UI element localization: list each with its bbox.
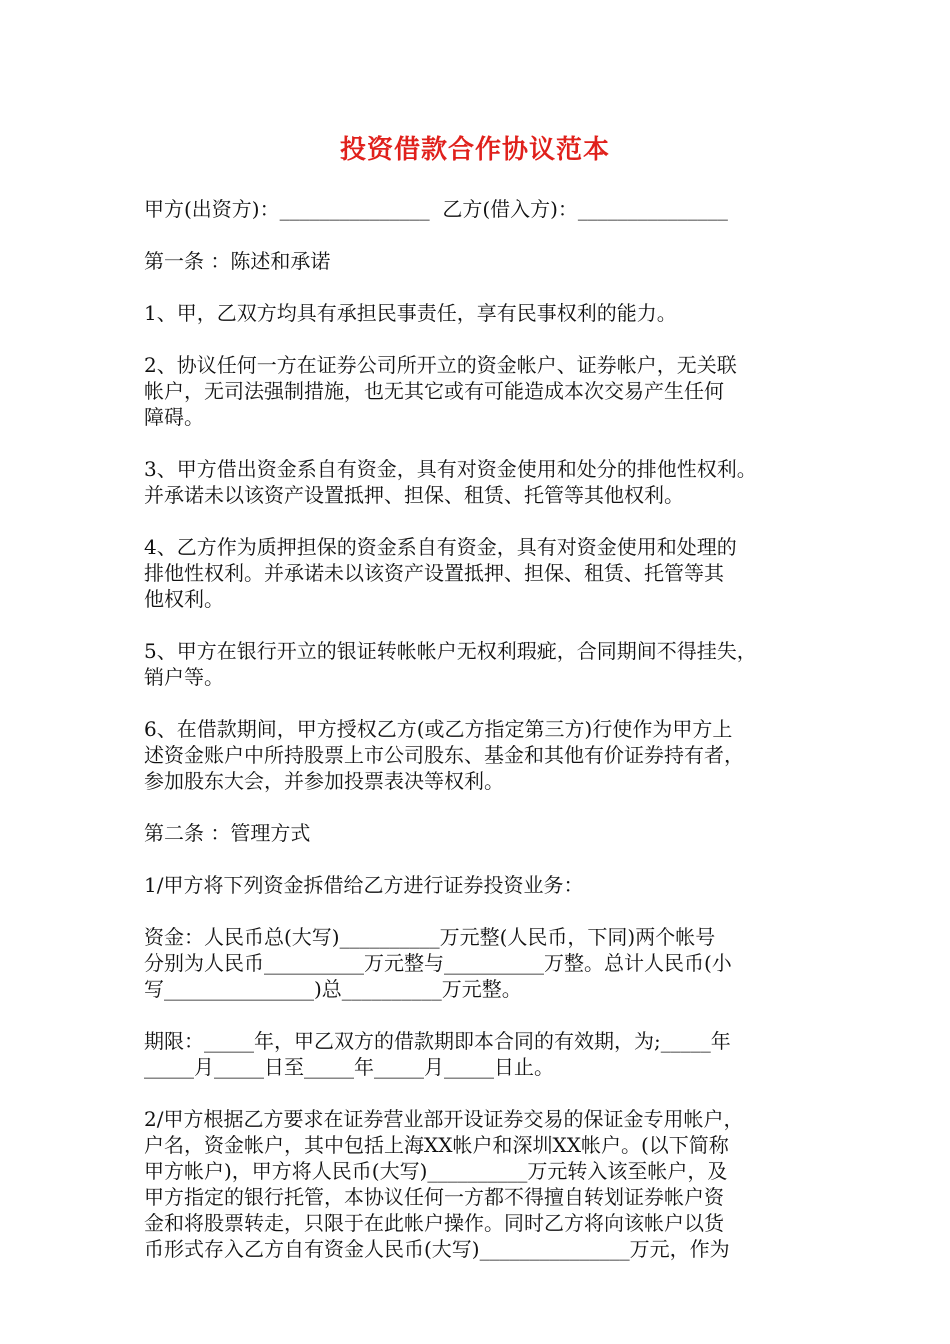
paragraph-line: 5、甲方在银行开立的银证转帐帐户无权利瑕疵，合同期间不得挂失， [144,639,757,663]
paragraph [144,196,830,222]
paragraph-line: 参加股东大会，并参加投票表决等权利。 [144,769,504,793]
paragraph-line: 排他性权利。并承诺未以该资产设置抵押、担保、租赁、托管等其 [144,561,724,585]
paragraph [144,534,830,612]
paragraph-line: 帐户，无司法强制措施，也无其它或有可能造成本次交易产生任何 [144,379,724,403]
paragraph [144,1028,830,1080]
paragraph-line: 甲方(出资方)：_______________ 乙方(借入方)：_______________ [144,197,728,221]
paragraph-line: 甲方帐户)，甲方将人民币(大写)__________万元转入该至帐户，及 [144,1159,728,1183]
paragraph [144,820,830,846]
paragraph [144,300,830,326]
paragraph-line: 述资金账户中所持股票上市公司股东、基金和其他有价证券持有者， [144,743,744,767]
paragraph [144,352,830,430]
paragraph [144,924,830,1002]
paragraph-line: 资金：人民币总(大写)__________万元整(人民币，下同)两个帐号 [144,925,716,949]
paragraph-line: 第一条 ：陈述和承诺 [144,249,331,273]
paragraph-line: 3、甲方借出资金系自有资金，具有对资金使用和处分的排他性权利。 [144,457,757,481]
paragraph-line: 6、在借款期间，甲方授权乙方(或乙方指定第三方)行使作为甲方上 [144,717,733,741]
document-body [144,196,830,1262]
paragraph-line: 币形式存入乙方自有资金人民币(大写)_______________万元，作为 [144,1237,730,1261]
paragraph-line: 分别为人民币__________万元整与__________万整。总计人民币(小 [144,951,732,975]
paragraph-line: 2、协议任何一方在证券公司所开立的资金帐户、证券帐户，无关联 [144,353,737,377]
paragraph-line: 期限：_____年，甲乙双方的借款期即本合同的有效期，为;_____年 [144,1029,731,1053]
paragraph-line: 1/甲方将下列资金拆借给乙方进行证券投资业务： [144,873,584,897]
paragraph [144,248,830,274]
paragraph-line: _____月_____日至_____年_____月_____日止。 [144,1055,554,1079]
paragraph-line: 他权利。 [144,587,224,611]
paragraph-line: 障碍。 [144,405,204,429]
paragraph [144,872,830,898]
paragraph-line: 并承诺未以该资产设置抵押、担保、租赁、托管等其他权利。 [144,483,684,507]
paragraph-line: 户名，资金帐户，其中包括上海XX帐户和深圳XX帐户。(以下简称 [144,1133,729,1157]
paragraph-line: 写_______________)总__________万元整。 [144,977,522,1001]
paragraph [144,638,830,690]
paragraph [144,716,830,794]
paragraph-line: 甲方指定的银行托管，本协议任何一方都不得擅自转划证券帐户资 [144,1185,724,1209]
paragraph-line: 1、甲，乙双方均具有承担民事责任，享有民事权利的能力。 [144,301,677,325]
paragraph-line: 销户等。 [144,665,224,689]
paragraph-line: 4、乙方作为质押担保的资金系自有资金，具有对资金使用和处理的 [144,535,737,559]
paragraph-line: 第二条 ：管理方式 [144,821,311,845]
document-title: 投资借款合作协议范本 [339,135,610,165]
paragraph [144,1106,830,1262]
paragraph-line: 金和将股票转走，只限于在此帐户操作。同时乙方将向该帐户以货 [144,1211,724,1235]
paragraph-line: 2/甲方根据乙方要求在证券营业部开设证券交易的保证金专用帐户， [144,1107,744,1131]
paragraph [144,456,830,508]
